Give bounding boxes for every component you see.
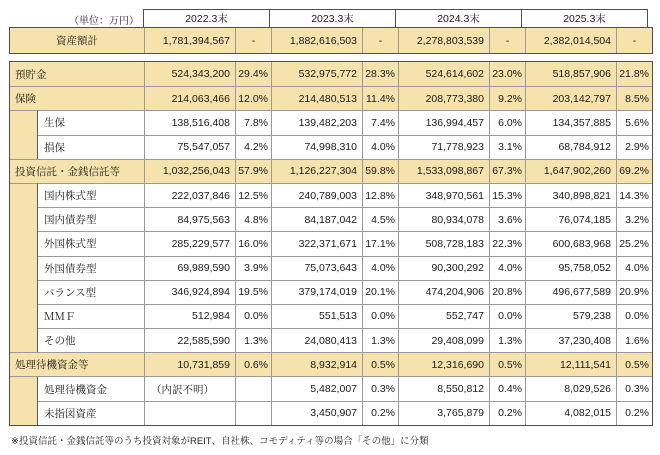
cell-pct: 0.5% — [616, 352, 652, 376]
cell-amount: 24,080,413 — [271, 328, 362, 352]
cell-amount: 518,857,906 — [525, 62, 616, 86]
cell-pct: 5.6% — [616, 110, 652, 134]
year-column-header: 2022.3末 — [143, 9, 270, 28]
cell-amount: 1,126,227,304 — [271, 159, 362, 183]
total-cell-pct: - — [235, 28, 271, 53]
cell-pct: 22.3% — [489, 231, 525, 255]
row-label: 国内債券型 — [38, 207, 144, 231]
table-row — [10, 304, 652, 328]
total-cell-pct: - — [616, 28, 652, 53]
table-row — [10, 110, 652, 134]
table-row — [10, 328, 652, 352]
cell-amount: （内訳不明） — [144, 376, 235, 400]
cell-amount: 84,187,042 — [271, 207, 362, 231]
cell-pct: 1.3% — [362, 328, 398, 352]
cell-pct: 0.3% — [362, 376, 398, 400]
cell-amount: 138,516,408 — [144, 110, 235, 134]
cell-pct: 3.6% — [489, 207, 525, 231]
cell-pct: 3.9% — [235, 256, 271, 280]
indent-strip — [10, 110, 38, 134]
cell-amount: 3,450,907 — [271, 401, 362, 425]
cell-pct — [235, 376, 271, 400]
cell-pct: 7.4% — [362, 110, 398, 134]
cell-pct: 0.0% — [362, 304, 398, 328]
table-row — [10, 159, 652, 183]
cell-pct: 19.5% — [235, 280, 271, 304]
cell-pct: 20.9% — [616, 280, 652, 304]
cell-pct: 15.3% — [489, 183, 525, 207]
total-row-label: 資産額計 — [10, 28, 144, 53]
indent-strip — [10, 280, 38, 304]
cell-pct: 69.2% — [616, 159, 652, 183]
cell-pct: 4.5% — [362, 207, 398, 231]
total-cell-pct: - — [489, 28, 525, 53]
cell-pct: 9.2% — [489, 86, 525, 110]
cell-amount: 136,994,457 — [398, 110, 489, 134]
indent-strip — [10, 231, 38, 255]
row-label: 外国株式型 — [38, 231, 144, 255]
cell-amount: 69,989,590 — [144, 256, 235, 280]
cell-pct: 8.5% — [616, 86, 652, 110]
cell-pct: 11.4% — [362, 86, 398, 110]
cell-pct: 29.4% — [235, 62, 271, 86]
row-label: 投資信託・金銭信託等 — [10, 159, 144, 183]
table-row — [10, 231, 652, 255]
year-column-header: 2025.3末 — [521, 9, 648, 28]
cell-amount: 214,063,466 — [144, 86, 235, 110]
cell-pct: 4.0% — [616, 256, 652, 280]
cell-pct: 0.5% — [489, 352, 525, 376]
indent-strip — [10, 135, 38, 159]
cell-amount: 12,111,541 — [525, 352, 616, 376]
table-row — [10, 207, 652, 231]
row-label: 国内株式型 — [38, 183, 144, 207]
cell-pct: 17.1% — [362, 231, 398, 255]
footnote: ※投資信託・金銭信託等のうち投資対象がREIT、自社株、コモディティ等の場合「その他」に分類 — [11, 436, 429, 447]
row-label: その他 — [38, 328, 144, 352]
cell-pct: 0.3% — [616, 376, 652, 400]
cell-amount: 12,316,690 — [398, 352, 489, 376]
cell-amount: 37,230,408 — [525, 328, 616, 352]
cell-amount: 1,647,902,260 — [525, 159, 616, 183]
cell-pct: 0.5% — [362, 352, 398, 376]
cell-amount: 10,731,859 — [144, 352, 235, 376]
year-column-header: 2024.3末 — [395, 9, 522, 28]
indent-strip — [10, 376, 38, 400]
cell-amount: 68,784,912 — [525, 135, 616, 159]
cell-amount: 8,932,914 — [271, 352, 362, 376]
row-label: 損保 — [38, 135, 144, 159]
cell-pct: 20.8% — [489, 280, 525, 304]
cell-amount: 508,728,183 — [398, 231, 489, 255]
cell-amount: 8,029,526 — [525, 376, 616, 400]
year-column-header: 2023.3末 — [269, 9, 396, 28]
cell-amount: 214,480,513 — [271, 86, 362, 110]
indent-strip — [10, 401, 38, 425]
cell-amount: 203,142,797 — [525, 86, 616, 110]
row-label: 処理待機資金 — [38, 376, 144, 400]
cell-pct: 0.6% — [235, 352, 271, 376]
cell-amount: 579,238 — [525, 304, 616, 328]
total-cell-amount: 2,382,014,504 — [525, 28, 616, 53]
cell-amount: 552,747 — [398, 304, 489, 328]
row-label: 保険 — [10, 86, 144, 110]
cell-pct: 1.3% — [235, 328, 271, 352]
cell-pct: 0.0% — [489, 304, 525, 328]
main-table — [9, 61, 653, 426]
table-row — [10, 401, 652, 425]
cell-pct: 4.8% — [235, 207, 271, 231]
cell-pct: 0.2% — [489, 401, 525, 425]
cell-pct: 0.0% — [616, 304, 652, 328]
total-cell-pct: - — [362, 28, 398, 53]
cell-amount: 208,773,380 — [398, 86, 489, 110]
cell-pct: 25.2% — [616, 231, 652, 255]
cell-amount: 3,765,879 — [398, 401, 489, 425]
cell-amount: 5,482,007 — [271, 376, 362, 400]
year-header-row — [143, 9, 648, 28]
table-row — [10, 280, 652, 304]
cell-pct: 20.1% — [362, 280, 398, 304]
cell-pct: 7.8% — [235, 110, 271, 134]
cell-amount: 1,533,098,867 — [398, 159, 489, 183]
cell-amount: 496,677,589 — [525, 280, 616, 304]
cell-pct: 4.0% — [362, 135, 398, 159]
row-label: 外国債券型 — [38, 256, 144, 280]
cell-amount: 134,357,885 — [525, 110, 616, 134]
indent-strip — [10, 207, 38, 231]
indent-strip — [10, 304, 38, 328]
table-row — [10, 256, 652, 280]
table-row — [10, 62, 652, 86]
indent-strip — [10, 183, 38, 207]
cell-pct: 0.0% — [235, 304, 271, 328]
table-row — [10, 352, 652, 376]
row-label: ＭＭＦ — [38, 304, 144, 328]
cell-amount: 322,371,671 — [271, 231, 362, 255]
cell-pct: 4.0% — [362, 256, 398, 280]
cell-pct: 0.4% — [489, 376, 525, 400]
cell-amount: 74,998,310 — [271, 135, 362, 159]
table-row — [10, 135, 652, 159]
cell-amount: 346,924,894 — [144, 280, 235, 304]
cell-amount: 285,229,577 — [144, 231, 235, 255]
cell-pct: 28.3% — [362, 62, 398, 86]
total-row — [9, 27, 653, 54]
cell-pct: 0.2% — [362, 401, 398, 425]
cell-amount: 90,300,292 — [398, 256, 489, 280]
cell-amount: 22,585,590 — [144, 328, 235, 352]
unit-label: （単位：万円） — [69, 16, 139, 27]
indent-strip — [10, 256, 38, 280]
cell-amount: 71,778,923 — [398, 135, 489, 159]
row-label: 未指図資産 — [38, 401, 144, 425]
total-cell-amount: 2,278,803,539 — [398, 28, 489, 53]
indent-strip — [10, 328, 38, 352]
cell-amount: 240,789,003 — [271, 183, 362, 207]
cell-pct: 14.3% — [616, 183, 652, 207]
cell-pct: 59.8% — [362, 159, 398, 183]
cell-pct: 57.9% — [235, 159, 271, 183]
cell-amount: 1,032,256,043 — [144, 159, 235, 183]
cell-amount: 524,343,200 — [144, 62, 235, 86]
cell-pct: 2.9% — [616, 135, 652, 159]
cell-pct: 1.3% — [489, 328, 525, 352]
table-row — [10, 376, 652, 400]
cell-amount: 512,984 — [144, 304, 235, 328]
cell-amount: 222,037,846 — [144, 183, 235, 207]
cell-pct: 12.8% — [362, 183, 398, 207]
cell-pct: 0.2% — [616, 401, 652, 425]
cell-amount: 551,513 — [271, 304, 362, 328]
cell-amount: 95,758,052 — [525, 256, 616, 280]
cell-amount: 532,975,772 — [271, 62, 362, 86]
cell-pct: 21.8% — [616, 62, 652, 86]
cell-amount: 80,934,078 — [398, 207, 489, 231]
cell-pct: 3.2% — [616, 207, 652, 231]
cell-amount: 4,082,015 — [525, 401, 616, 425]
row-label: バランス型 — [38, 280, 144, 304]
cell-pct — [235, 401, 271, 425]
cell-amount: 474,204,906 — [398, 280, 489, 304]
cell-amount: 29,408,099 — [398, 328, 489, 352]
table-row — [10, 86, 652, 110]
cell-amount: 348,970,561 — [398, 183, 489, 207]
cell-amount — [144, 401, 235, 425]
cell-amount: 75,073,643 — [271, 256, 362, 280]
cell-amount: 75,547,057 — [144, 135, 235, 159]
cell-amount: 524,614,602 — [398, 62, 489, 86]
cell-amount: 379,174,019 — [271, 280, 362, 304]
row-label: 預貯金 — [10, 62, 144, 86]
cell-pct: 6.0% — [489, 110, 525, 134]
cell-amount: 84,975,563 — [144, 207, 235, 231]
row-label: 処理待機資金等 — [10, 352, 144, 376]
table-row — [10, 183, 652, 207]
cell-pct: 16.0% — [235, 231, 271, 255]
row-label: 生保 — [38, 110, 144, 134]
cell-amount: 8,550,812 — [398, 376, 489, 400]
cell-amount: 340,898,821 — [525, 183, 616, 207]
total-cell-amount: 1,781,394,567 — [144, 28, 235, 53]
cell-pct: 3.1% — [489, 135, 525, 159]
cell-amount: 139,482,203 — [271, 110, 362, 134]
cell-pct: 4.2% — [235, 135, 271, 159]
cell-pct: 12.0% — [235, 86, 271, 110]
cell-amount: 76,074,185 — [525, 207, 616, 231]
cell-pct: 23.0% — [489, 62, 525, 86]
total-cell-amount: 1,882,616,503 — [271, 28, 362, 53]
cell-pct: 4.0% — [489, 256, 525, 280]
cell-amount: 600,683,968 — [525, 231, 616, 255]
cell-pct: 1.6% — [616, 328, 652, 352]
cell-pct: 67.3% — [489, 159, 525, 183]
cell-pct: 12.5% — [235, 183, 271, 207]
